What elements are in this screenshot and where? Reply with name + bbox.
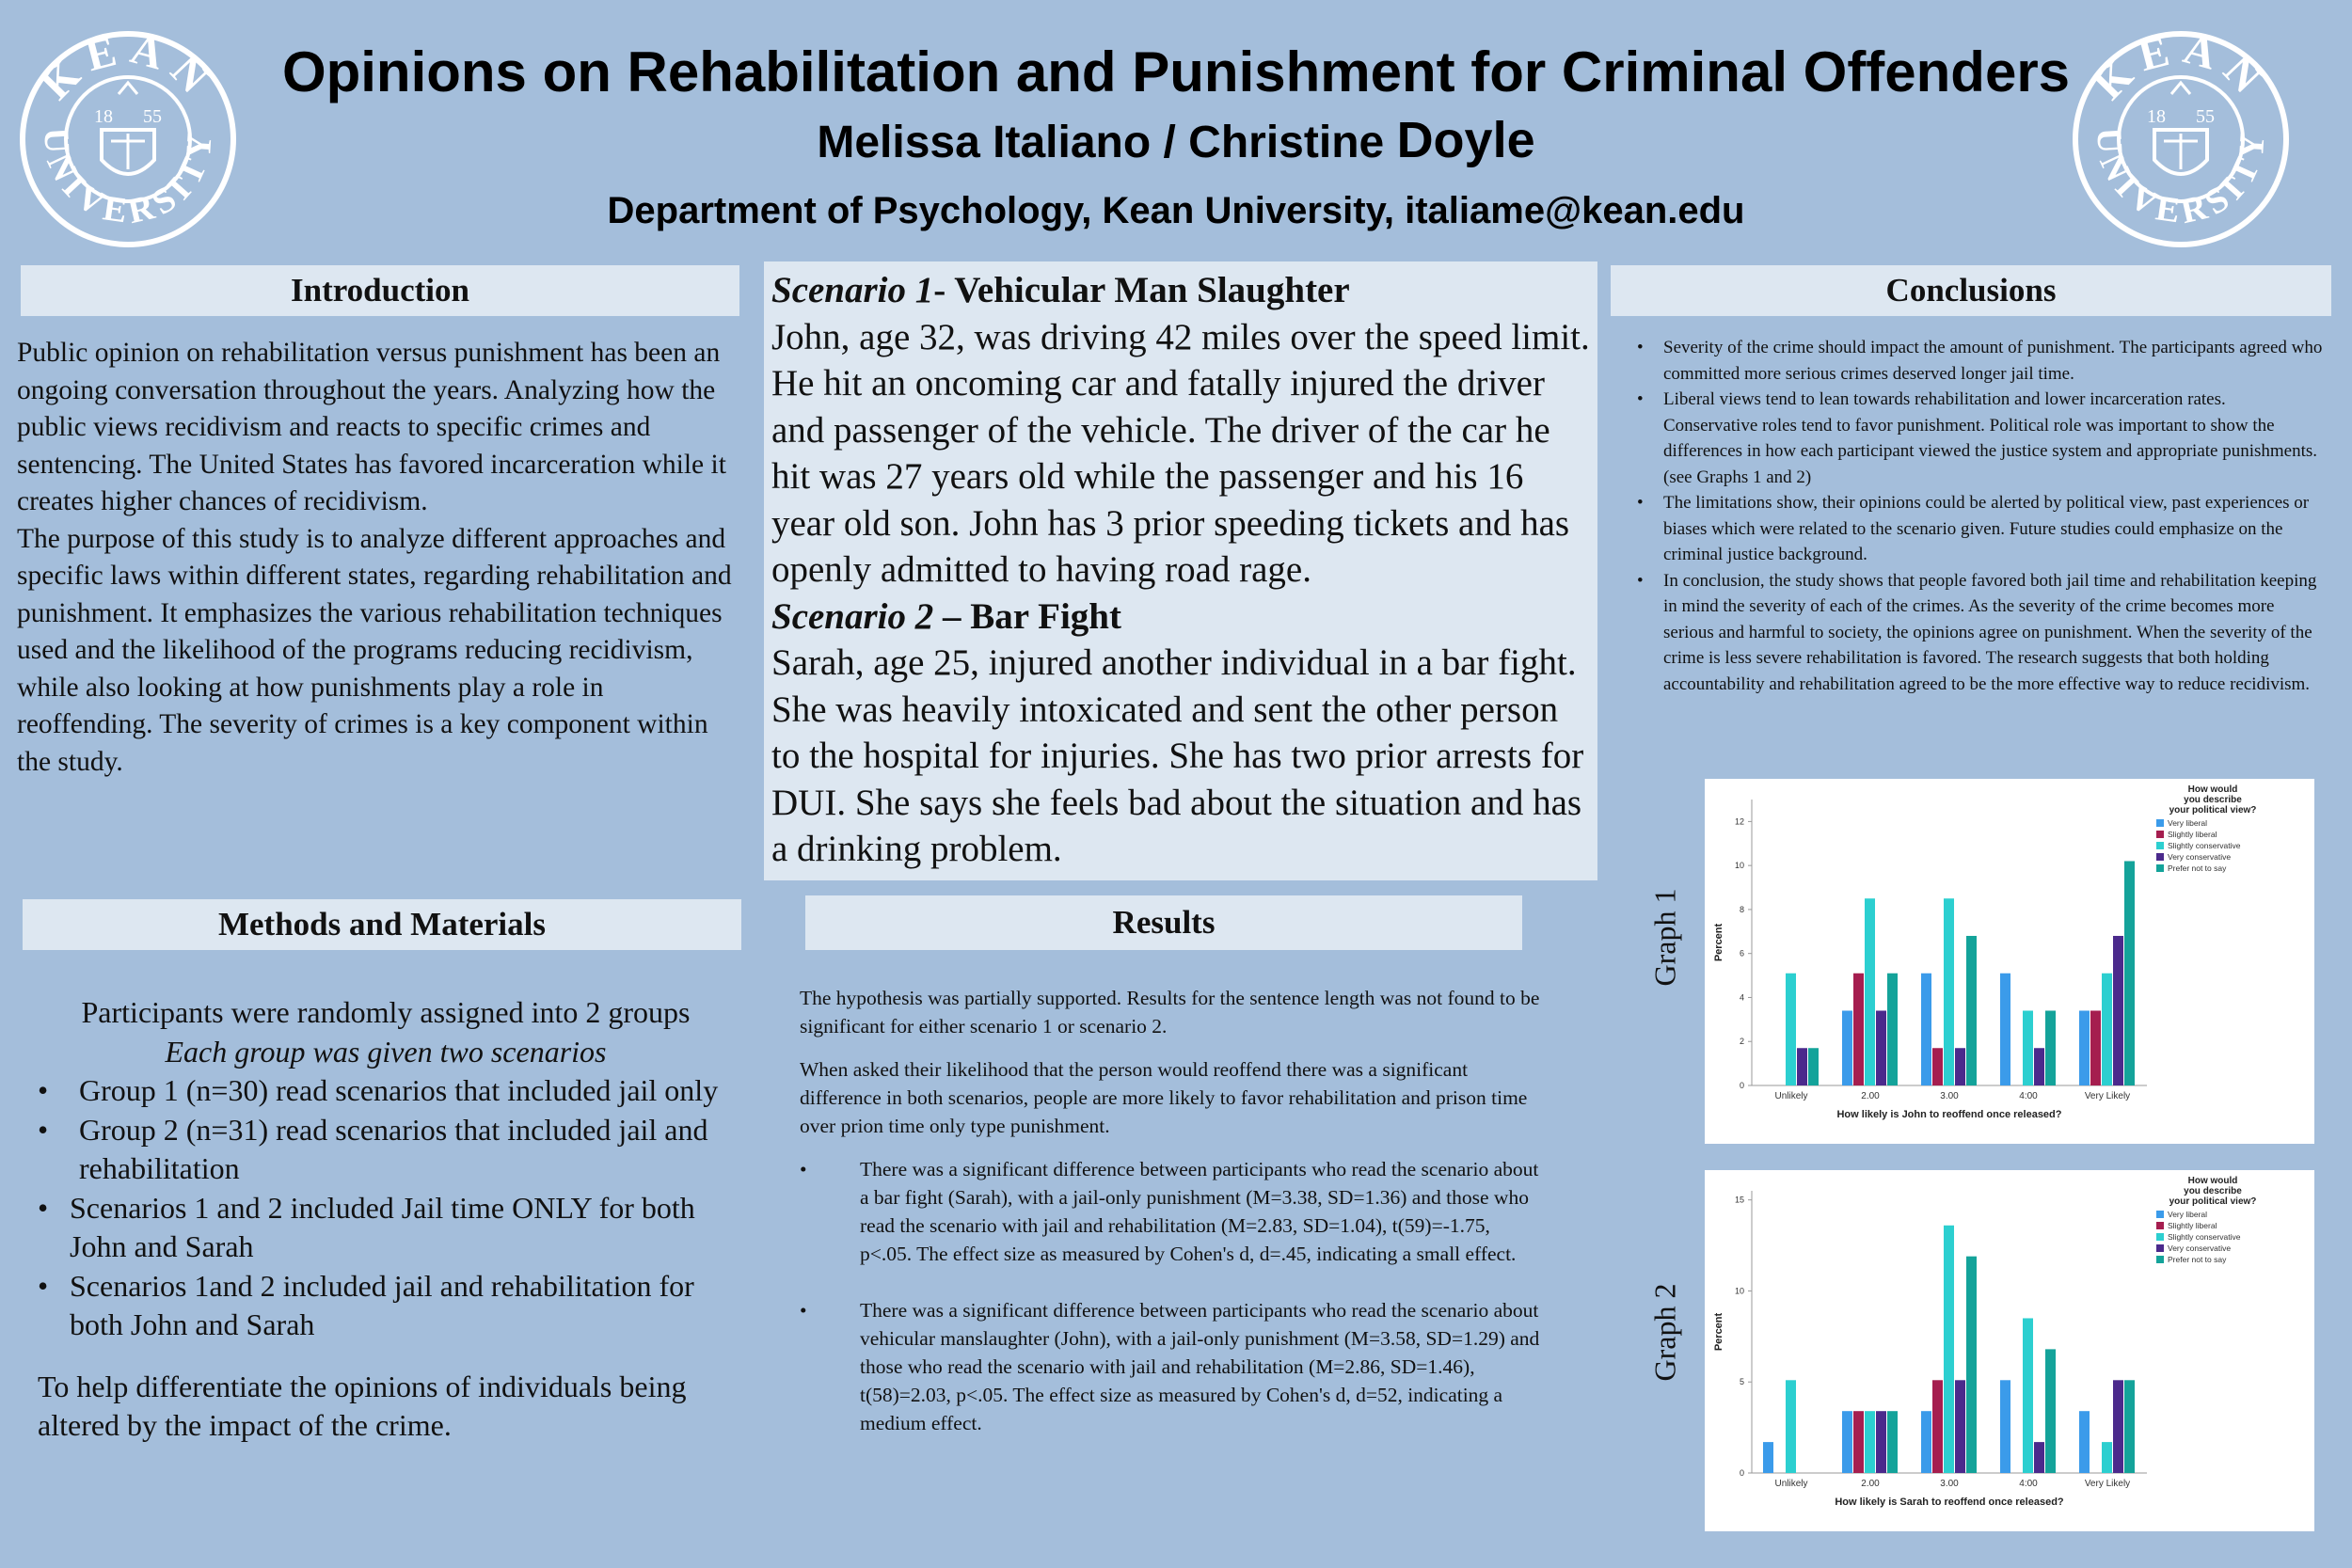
bar bbox=[2124, 1380, 2135, 1473]
x-tick-label: 3.00 bbox=[1940, 1479, 1959, 1489]
authors-first: Melissa Italiano / Christine bbox=[817, 118, 1385, 167]
bar bbox=[1876, 1010, 1886, 1085]
legend-swatch bbox=[2156, 1244, 2164, 1252]
x-axis-label: How likely is Sarah to reoffend once released? bbox=[1835, 1497, 2064, 1508]
bar bbox=[2113, 1380, 2123, 1473]
legend-swatch bbox=[2156, 1222, 2164, 1229]
legend-item: Very conservative bbox=[2168, 852, 2232, 862]
legend-swatch bbox=[2156, 831, 2164, 838]
y-tick-label: 2 bbox=[1739, 1037, 1744, 1047]
methods-bullet: • Scenarios 1 and 2 included Jail time ONLY for both John and Sarah bbox=[38, 1190, 695, 1263]
bar bbox=[2079, 1411, 2090, 1473]
authors-last: Doyle bbox=[1396, 112, 1535, 168]
bar bbox=[1808, 1048, 1819, 1085]
bar bbox=[2113, 936, 2123, 1085]
bar bbox=[1853, 974, 1864, 1085]
methods-heading: Methods and Materials bbox=[23, 899, 741, 950]
bar bbox=[1865, 1411, 1875, 1473]
logo-bottom-text: UNIVERSITY bbox=[2089, 126, 2273, 232]
bar bbox=[1887, 1411, 1898, 1473]
graph-1 bbox=[1705, 779, 2314, 1144]
y-tick-label: 8 bbox=[1739, 904, 1744, 914]
results-bullet-1: • There was a significant difference between participants who read the scenario about a bar fight (Sarah), with a jail-only punishment (M=3.38, SD=1.36) and those who read the scenario with jail and rehabilitation (M=2.83, SD=1.04), t(59)=-1.75, p<.05. The effect size as measured by Cohen's d, d=.45, indicating a small effect. bbox=[800, 1158, 1539, 1265]
bar bbox=[2034, 1048, 2044, 1085]
x-tick-label: 2.00 bbox=[1861, 1091, 1880, 1101]
legend-swatch bbox=[2156, 1256, 2164, 1263]
scenario-1-label: Scenario 1 bbox=[771, 270, 934, 310]
graph-1-svg bbox=[1705, 779, 2314, 1144]
bar bbox=[2045, 1349, 2056, 1473]
poster-title: Opinions on Rehabilitation and Punishment for Criminal Offenders bbox=[281, 40, 2071, 103]
y-tick-label: 0 bbox=[1739, 1081, 1744, 1090]
legend-item: Slightly conservative bbox=[2168, 841, 2241, 850]
conclusions-bullet: • The limitations show, their opinions could be alerted by political view, past experiences or biases which were related to the scenario given. Future studies could emphasize on the criminal justice background. bbox=[1637, 493, 2310, 564]
bar bbox=[1932, 1380, 1943, 1473]
methods-closing: To help differentiate the opinions of individuals being altered by the impact of the crime. bbox=[38, 1369, 687, 1442]
bar bbox=[2102, 974, 2112, 1085]
results-paragraph-1: The hypothesis was partially supported. Results for the sentence length was not found to be significant for either scenario 1 or scenario 2. bbox=[800, 987, 1540, 1037]
legend-item: Very liberal bbox=[2168, 1210, 2208, 1219]
logo-top-text: KEAN bbox=[2084, 28, 2278, 109]
y-tick-label: 15 bbox=[1734, 1195, 1744, 1205]
poster-authors bbox=[0, 111, 2352, 169]
y-tick-label: 12 bbox=[1734, 816, 1744, 827]
x-tick-label: 2.00 bbox=[1861, 1479, 1880, 1489]
methods-body bbox=[38, 993, 734, 1446]
bar bbox=[1797, 1048, 1807, 1085]
methods-bullet: • Group 2 (n=31) read scenarios that included jail and rehabilitation bbox=[38, 1112, 708, 1185]
graph-2 bbox=[1705, 1170, 2314, 1531]
x-tick-label: 4:00 bbox=[2019, 1479, 2038, 1489]
bar bbox=[1842, 1010, 1852, 1085]
legend-item: Prefer not to say bbox=[2168, 863, 2227, 873]
poster-department: Department of Psychology, Kean University, italiame@kean.edu bbox=[607, 190, 1745, 231]
logo-year-right: 55 bbox=[143, 106, 162, 127]
bar bbox=[2034, 1442, 2044, 1473]
results-heading: Results bbox=[805, 895, 1522, 950]
methods-line-1: Participants were randomly assigned into 2 groups bbox=[81, 995, 691, 1029]
bar bbox=[2102, 1442, 2112, 1473]
y-tick-label: 10 bbox=[1734, 861, 1744, 871]
legend-item: Very liberal bbox=[2168, 818, 2208, 828]
legend-swatch bbox=[2156, 864, 2164, 872]
introduction-paragraph-2: The purpose of this study is to analyze different approaches and specific laws within different states, regarding rehabilitation and punishment. It emphasizes the various rehabilitation techniques used and the likelihood of the programs reducing recidivism, while also looking at how punishments play a role in reoffending. The severity of crimes is a key component within the study. bbox=[17, 523, 732, 777]
methods-line-2: Each group was given two scenarios bbox=[165, 1034, 607, 1069]
conclusions-bullet: • Severity of the crime should impact the amount of punishment. The participants agreed who committed more serious crimes deserved longer jail time. bbox=[1637, 338, 2323, 384]
methods-bullet: • Scenarios 1and 2 included jail and rehabilitation for both John and Sarah bbox=[38, 1268, 694, 1341]
introduction-paragraph-1: Public opinion on rehabilitation versus punishment has been an ongoing conversation throughout the years. Analyzing how the public views recidivism and reacts to specific crimes and sentencing. The United States has favored incarceration while it creates higher chances of recidivism. bbox=[17, 338, 726, 516]
y-tick-label: 5 bbox=[1739, 1377, 1744, 1387]
bar bbox=[1842, 1411, 1852, 1473]
bar bbox=[1966, 936, 1977, 1085]
logo-year-right: 55 bbox=[2196, 106, 2215, 127]
logo-year-left: 18 bbox=[2147, 106, 2166, 127]
y-tick-label: 4 bbox=[1739, 992, 1744, 1003]
results-bullet-2: • There was a significant difference between participants who read the scenario about vehicular manslaughter (John), with a jail-only punishment (M=3.58, SD=1.29) and those who read the scenario with jail and rehabilitation (M=2.86, SD=1.46), t(58)=2.03, p<.05. The effect size as measured by Cohen's d, d=52, indicating a medium effect. bbox=[800, 1299, 1540, 1434]
bar bbox=[1955, 1380, 1965, 1473]
bar bbox=[1853, 1411, 1864, 1473]
x-tick-label: Very Likely bbox=[2084, 1091, 2131, 1101]
x-tick-label: Unlikely bbox=[1774, 1479, 1808, 1489]
x-axis-label: How likely is John to reoffend once released? bbox=[1836, 1109, 2062, 1120]
scenario-2-text: Sarah, age 25, injured another individual in a bar fight. She was heavily intoxicated and sent the other person to the hospital for injuries. She has two prior arrests for DUI. She says she feels bad about the situation and has a drinking problem. bbox=[771, 642, 1584, 869]
legend-item: Prefer not to say bbox=[2168, 1255, 2227, 1264]
logo-bottom-text: UNIVERSITY bbox=[36, 126, 220, 232]
bar bbox=[1763, 1442, 1773, 1473]
bar bbox=[1887, 974, 1898, 1085]
bar bbox=[2000, 1380, 2010, 1473]
legend-item: Slightly liberal bbox=[2168, 830, 2217, 839]
graph-1-side-label: Graph 1 bbox=[1647, 888, 1682, 987]
bar bbox=[2124, 861, 2135, 1085]
legend-item: Slightly liberal bbox=[2168, 1221, 2217, 1230]
y-tick-label: 6 bbox=[1739, 948, 1744, 958]
conclusions-body bbox=[1637, 335, 2324, 697]
bar bbox=[1921, 974, 1931, 1085]
methods-bullet: • Group 1 (n=30) read scenarios that included jail only bbox=[38, 1073, 719, 1107]
scenario-1-title: - Vehicular Man Slaughter bbox=[933, 270, 1350, 310]
x-tick-label: 4:00 bbox=[2019, 1091, 2038, 1101]
introduction-heading: Introduction bbox=[21, 265, 739, 316]
bar bbox=[1876, 1411, 1886, 1473]
conclusions-bullet: • In conclusion, the study shows that people favored both jail time and rehabilitation keeping in mind the severity of each of the crimes. As the severity of the crime becomes more serious and harmful to society, the opinions agree on punishment. When the severity of the crime is less severe rehabilitation is favored. The research suggests that both holding accountability and rehabilitation agreed to be the more effective way to reduce recidivism. bbox=[1637, 570, 2317, 694]
bar bbox=[2023, 1318, 2033, 1473]
results-paragraph-2: When asked their likelihood that the person would reoffend there was a significant difference in both scenarios, people are more likely to favor rehabilitation and prison time over prion time only type punishment. bbox=[800, 1058, 1528, 1137]
bar bbox=[2090, 1010, 2101, 1085]
legend-swatch bbox=[2156, 1233, 2164, 1241]
legend-swatch bbox=[2156, 853, 2164, 861]
bar bbox=[1786, 974, 1796, 1085]
logo-top-text: KEAN bbox=[31, 28, 225, 109]
legend-title: How would you describe your political view? bbox=[2169, 784, 2257, 816]
conclusions-heading: Conclusions bbox=[1611, 265, 2331, 316]
bar bbox=[2079, 1010, 2090, 1085]
legend-swatch bbox=[2156, 819, 2164, 827]
scenario-1-text: John, age 32, was driving 42 miles over the speed limit. He hit an oncoming car and fatally injured the driver and passenger of the vehicle. The driver of the car he hit was 27 years old while the passenger and his 16 year old son. John has 3 prior speeding tickets and has openly admitted to having road rage. bbox=[771, 316, 1590, 590]
legend-item: Slightly conservative bbox=[2168, 1232, 2241, 1242]
bar bbox=[1966, 1257, 1977, 1473]
bar bbox=[1932, 1048, 1943, 1085]
x-tick-label: Very Likely bbox=[2084, 1479, 2131, 1489]
legend-swatch bbox=[2156, 842, 2164, 849]
bar bbox=[1955, 1048, 1965, 1085]
bar bbox=[1944, 1226, 1954, 1473]
x-tick-label: Unlikely bbox=[1774, 1091, 1808, 1101]
conclusions-bullet: • Liberal views tend to lean towards rehabilitation and lower incarceration rates. Conservative roles tend to favor punishment. Political role was important to show the differences in how each participant viewed the justice system and appropriate punishments. (see Graphs 1 and 2) bbox=[1637, 389, 2318, 487]
legend-title: How would you describe your political view? bbox=[2169, 1176, 2257, 1207]
y-axis-label: Percent bbox=[1713, 923, 1724, 962]
y-axis-label: Percent bbox=[1713, 1312, 1724, 1352]
y-tick-label: 0 bbox=[1739, 1468, 1744, 1478]
results-body bbox=[800, 984, 1543, 1437]
bar bbox=[2000, 974, 2010, 1085]
graph-2-svg bbox=[1705, 1170, 2314, 1531]
logo-year-left: 18 bbox=[94, 106, 113, 127]
x-tick-label: 3.00 bbox=[1940, 1091, 1959, 1101]
introduction-body bbox=[17, 335, 743, 781]
scenarios-box bbox=[764, 261, 1597, 880]
y-tick-label: 10 bbox=[1734, 1286, 1744, 1296]
bar bbox=[1786, 1380, 1796, 1473]
scenario-2-label: Scenario 2 bbox=[771, 595, 934, 637]
bar bbox=[2045, 1010, 2056, 1085]
bar bbox=[1921, 1411, 1931, 1473]
scenario-2-title: – Bar Fight bbox=[943, 595, 1121, 637]
graph-2-side-label: Graph 2 bbox=[1647, 1283, 1682, 1382]
bar bbox=[2023, 1010, 2033, 1085]
bar bbox=[1944, 898, 1954, 1085]
legend-item: Very conservative bbox=[2168, 1243, 2232, 1253]
bar bbox=[1865, 898, 1875, 1085]
legend-swatch bbox=[2156, 1211, 2164, 1218]
